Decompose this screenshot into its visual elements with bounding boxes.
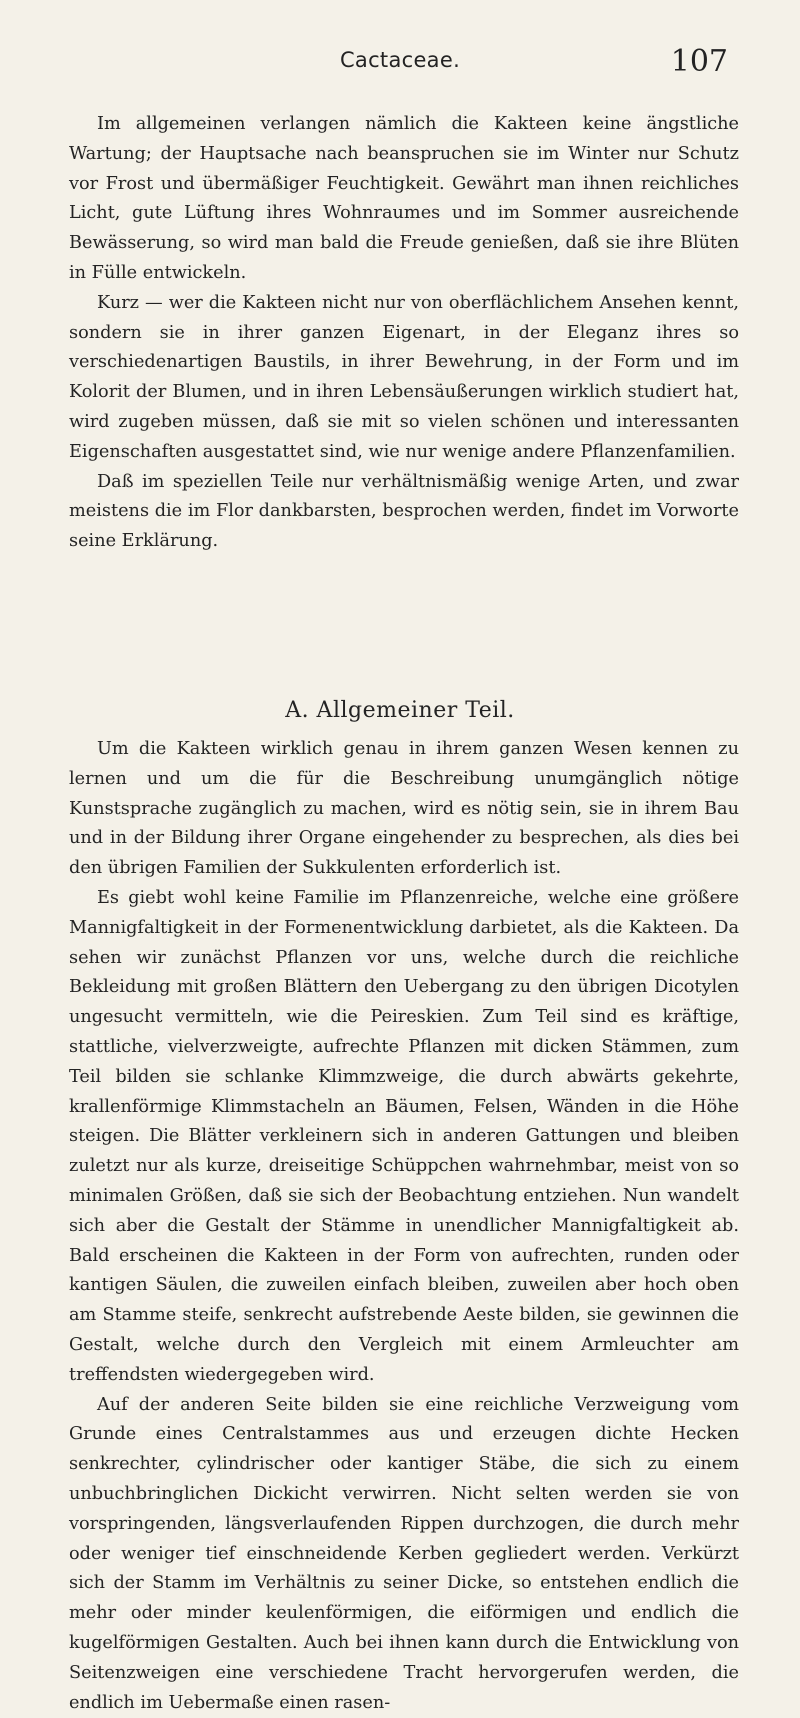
paragraph-summary: Kurz — wer die Kakteen nicht nur von oberflächlichem Ansehen kennt, sondern sie in ihrer ganzen Eigenart, in der Eleganz ihres so verschiedenartigen Baustils, in ihrer Bewehrung, in der Form und im Kolorit der Blumen, und in ihren Lebensäußerungen wirklich studiert hat, wird zugeben müssen, daß sie mit so vielen schönen und interessanten Eigenschaften ausgestattet sind, wie nur wenige andere Pflanzenfamilien. bbox=[69, 292, 739, 462]
paragraph-branching: Auf der anderen Seite bilden sie eine reichliche Verzweigung vom Grunde eines Centralstammes aus und erzeugen dichte Hecken senkrechter, cylindrischer oder kantiger Stäbe, die sich zu einem unbuchbringlichen Dickicht verwirren. Nicht selten werden sie von vorspringenden, längsverlaufenden Rippen durchzogen, die durch mehr oder weniger tief einschneidende Kerben gegliedert werden. Verkürzt sich der Stamm im Verhältnis zu seiner Dicke, so entstehen endlich die mehr oder minder keulenförmigen, die eiförmigen und endlich die kugelförmigen Gestalten. Auch bei ihnen kann durch die Entwicklung von Seitenzweigen eine verschiedene Tracht hervorgerufen werden, die endlich im Uebermaße einen rasen- bbox=[69, 1394, 739, 1713]
running-head: Cactaceae. bbox=[339, 48, 461, 72]
paragraph-terminology: Um die Kakteen wirklich genau in ihrem ganzen Wesen kennen zu lernen und um die für die Beschreibung unumgänglich nötige Kunstsprache zugänglich zu machen, wird es nötig sein, sie in ihrem Bau und in der Bildung ihrer Organe eingehender zu besprechen, als dies bei den übrigen Familien der Sukkulenten erforderlich ist. bbox=[69, 739, 739, 879]
page-header bbox=[0, 44, 800, 84]
page-number: 107 bbox=[670, 44, 728, 79]
paragraph-forms: Es giebt wohl keine Familie im Pflanzenreiche, welche eine größere Mannigfaltigkeit in der Formenentwicklung darbietet, als die Kakteen. Da sehen wir zunächst Pflanzen vor uns, welche durch die reichliche Bekleidung mit großen Blättern den Uebergang zu den übrigen Dicotylen ungesucht vermitteln, wie die Peireskien. Zum Teil sind es kräftige, stattliche, vielverzweigte, aufrechte Pflanzen mit dicken Stämmen, zum Teil bilden sie schlanke Klimmzweige, die durch abwärts gekehrte, krallenförmige Klimmstacheln an Bäumen, Felsen, Wänden in die Höhe steigen. Die Blätter verkleinern sich in anderen Gattungen und bleiben zuletzt nur als kurze, dreiseitige Schüppchen wahrnehmbar, meist von so minimalen Größen, daß sie sich der Beobachtung entziehen. Nun wandelt sich aber die Gestalt der Stämme in unendlicher Mannigfaltigkeit ab. Bald erscheinen die Kakteen in der Form von aufrechten, runden oder kantigen Säulen, die zuweilen einfach bleiben, zuweilen aber hoch oben am Stamme steife, senkrecht aufstrebende Aeste bilden, sie gewinnen die Gestalt, welche durch den Vergleich mit einem Armleuchter am treffendsten wiedergegeben wird. bbox=[69, 887, 739, 1385]
paragraph-care: Im allgemeinen verlangen nämlich die Kakteen keine ängstliche Wartung; der Hauptsache nach beanspruchen sie im Winter nur Schutz vor Frost und übermäßiger Feuchtigkeit. Gewährt man ihnen reichliches Licht, gute Lüftung ihres Wohnraumes und im Sommer ausreichende Bewässerung, so wird man bald die Freude genießen, daß sie ihre Blüten in Fülle entwickeln. bbox=[69, 114, 739, 283]
section-heading: A. Allgemeiner Teil. bbox=[285, 698, 515, 723]
paragraph-scope: Daß im speziellen Teile nur verhältnismäßig wenige Arten, und zwar meistens die im Flor dankbarsten, besprochen werden, findet im Vorworte seine Erklärung. bbox=[69, 471, 739, 552]
section-text-block bbox=[69, 735, 739, 1718]
intro-text-block bbox=[69, 110, 739, 557]
